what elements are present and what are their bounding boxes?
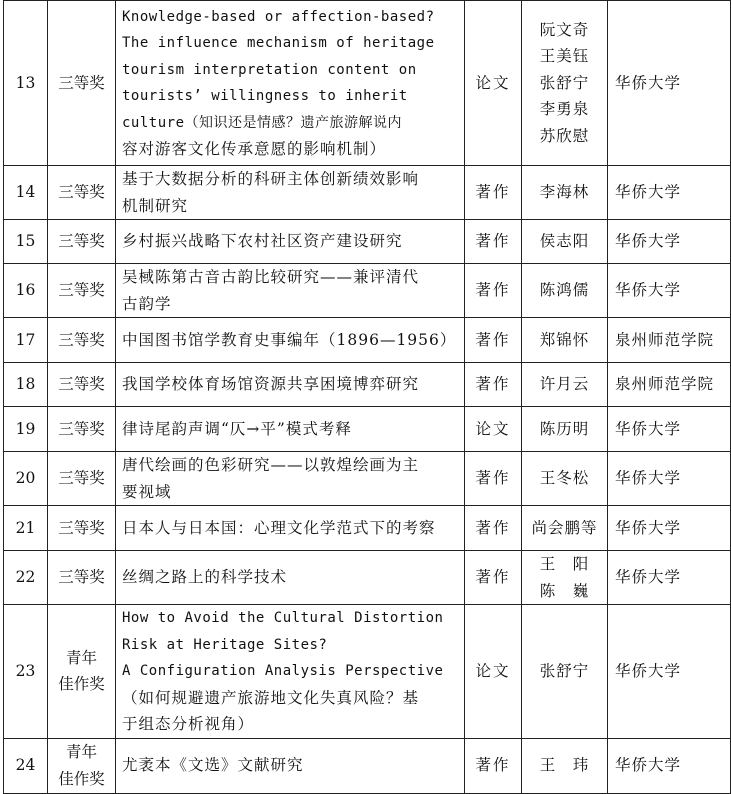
award-level-text: 三等奖 — [58, 469, 105, 488]
award-level — [48, 605, 116, 739]
row-number-text: 18 — [15, 375, 36, 394]
organization-text: 华侨大学 — [615, 183, 682, 202]
row-number — [4, 363, 48, 407]
authors — [522, 551, 608, 605]
award-level — [48, 220, 116, 264]
organization-text: 华侨大学 — [615, 662, 682, 680]
award-level-text: 三等奖 — [58, 281, 105, 300]
organization-text: 泉州师范学院 — [615, 330, 715, 349]
cell-line: Risk at Heritage Sites? — [122, 636, 328, 653]
cell-line: How to Avoid the Cultural Distortion — [122, 610, 444, 626]
authors — [522, 452, 608, 506]
work-type-text: 著作 — [475, 518, 511, 537]
organization — [608, 220, 731, 264]
organization — [608, 166, 731, 220]
organization-text: 华侨大学 — [615, 419, 682, 438]
cell-line: tourism interpretation content on — [122, 61, 417, 78]
row-number-text: 15 — [15, 232, 36, 251]
cell-line: 吴棫陈第古音古韵比较研究——兼评清代 — [122, 268, 420, 286]
cell-line: 陈历明 — [539, 419, 590, 438]
organization — [608, 407, 731, 452]
award-level-text: 三等奖 — [58, 183, 105, 202]
work-type-text: 著作 — [475, 232, 511, 251]
awards-table-body — [4, 1, 731, 794]
table-row — [4, 407, 731, 452]
organization — [608, 264, 731, 318]
row-number-text: 13 — [15, 73, 36, 92]
work-type — [465, 551, 522, 605]
award-level — [48, 551, 116, 605]
award-level-text: 三等奖 — [58, 375, 105, 394]
cell-line: 阮文奇 — [539, 20, 590, 39]
cell-line: 丝绸之路上的科学技术 — [122, 568, 288, 587]
organization-text: 华侨大学 — [615, 281, 682, 300]
work-title — [116, 738, 465, 793]
awards-table — [3, 0, 731, 794]
cell-line: 乡村振兴战略下农村社区资产建设研究 — [122, 232, 403, 251]
organization — [608, 506, 731, 551]
cell-line: 尚会鹏等 — [531, 518, 598, 537]
work-type — [465, 166, 522, 220]
organization — [608, 1, 731, 166]
award-level — [48, 452, 116, 506]
cell-line: 唐代绘画的色彩研究——以敦煌绘画为主 — [122, 456, 420, 474]
cell-line: 张舒宁 — [539, 662, 590, 680]
work-title — [116, 506, 465, 551]
work-type — [465, 264, 522, 318]
row-number — [4, 220, 48, 264]
row-number-text: 14 — [15, 183, 36, 202]
work-title — [116, 605, 465, 739]
table-row — [4, 506, 731, 551]
award-level — [48, 166, 116, 220]
authors — [522, 220, 608, 264]
cell-line: culture（知识还是情感？遗产旅游解说内 — [122, 114, 403, 131]
cell-line: 王美钰 — [539, 47, 590, 66]
cell-line: 陈鸿儒 — [539, 281, 590, 300]
work-title — [116, 452, 465, 506]
cell-line: 要视域 — [122, 482, 172, 501]
work-type-text: 论文 — [475, 419, 511, 438]
work-type — [465, 318, 522, 363]
cell-line: 于组态分析视角） — [122, 715, 255, 733]
table-row — [4, 551, 731, 605]
cell-line: 青年 — [65, 648, 97, 667]
cell-line: A Configuration Analysis Perspective — [122, 663, 444, 679]
work-type — [465, 220, 522, 264]
cell-line: 我国学校体育场馆资源共享困境博弈研究 — [122, 375, 420, 394]
row-number — [4, 264, 48, 318]
award-level — [48, 318, 116, 363]
table-row — [4, 605, 731, 739]
award-level-text: 三等奖 — [58, 330, 105, 349]
organization-text: 华侨大学 — [615, 756, 682, 775]
row-number-text: 20 — [15, 469, 36, 488]
row-number-text: 22 — [15, 568, 36, 587]
award-level-text: 三等奖 — [58, 518, 105, 537]
work-type-text: 著作 — [475, 375, 511, 394]
cell-line: Knowledge-based or affection-based? — [122, 8, 435, 25]
authors — [522, 506, 608, 551]
row-number-text: 17 — [15, 330, 36, 349]
authors — [522, 605, 608, 739]
table-row — [4, 1, 731, 166]
row-number — [4, 551, 48, 605]
work-type — [465, 363, 522, 407]
table-row — [4, 220, 731, 264]
cell-line: 王冬松 — [539, 469, 590, 488]
row-number — [4, 738, 48, 793]
organization-text: 华侨大学 — [615, 518, 682, 537]
cell-line: 张舒宁 — [539, 73, 590, 92]
work-type — [465, 452, 522, 506]
organization-text: 华侨大学 — [615, 469, 682, 488]
row-number — [4, 452, 48, 506]
award-level-text: 三等奖 — [58, 419, 105, 438]
work-title — [116, 1, 465, 166]
authors — [522, 363, 608, 407]
table-row — [4, 452, 731, 506]
row-number-text: 19 — [15, 419, 36, 438]
award-level — [48, 738, 116, 793]
award-level-text: 三等奖 — [58, 73, 105, 92]
cell-line: （如何规避遗产旅游地文化失真风险？基 — [122, 688, 420, 707]
authors — [522, 407, 608, 452]
work-type — [465, 738, 522, 793]
authors — [522, 264, 608, 318]
authors — [522, 1, 608, 166]
organization — [608, 452, 731, 506]
work-type — [465, 1, 522, 166]
cell-line: tourists’ willingness to inherit — [122, 88, 408, 104]
work-type — [465, 605, 522, 739]
work-title — [116, 363, 465, 407]
cell-line: 王 阳 — [539, 555, 590, 573]
organization — [608, 551, 731, 605]
work-title — [116, 551, 465, 605]
cell-line: 基于大数据分析的科研主体创新绩效影响 — [122, 170, 420, 188]
row-number — [4, 506, 48, 551]
cell-line: 陈 巍 — [539, 581, 590, 600]
organization-text: 华侨大学 — [615, 73, 682, 92]
row-number — [4, 166, 48, 220]
row-number-text: 21 — [15, 518, 36, 537]
authors — [522, 166, 608, 220]
work-type-text: 著作 — [475, 281, 511, 300]
award-level — [48, 1, 116, 166]
work-type-text: 著作 — [475, 756, 511, 775]
cell-line: 侯志阳 — [539, 232, 590, 251]
work-title — [116, 220, 465, 264]
cell-line: The influence mechanism of heritage — [122, 35, 435, 51]
organization — [608, 318, 731, 363]
cell-line: 古韵学 — [122, 294, 172, 313]
work-type — [465, 407, 522, 452]
cell-line: 郑锦怀 — [539, 330, 590, 349]
organization — [608, 738, 731, 793]
cell-line: 中国图书馆学教育史事编年（1896—1956） — [122, 330, 457, 349]
row-number-text: 23 — [15, 662, 36, 680]
row-number — [4, 1, 48, 166]
award-level — [48, 506, 116, 551]
row-number-text: 16 — [15, 281, 36, 300]
organization-text: 华侨大学 — [615, 568, 682, 587]
work-type-text: 论文 — [475, 73, 511, 92]
authors — [522, 318, 608, 363]
organization — [608, 363, 731, 407]
row-number — [4, 318, 48, 363]
work-type-text: 著作 — [475, 330, 511, 349]
table-row — [4, 738, 731, 793]
cell-line: 律诗尾韵声调“仄→平”模式考释 — [122, 419, 352, 438]
work-title — [116, 264, 465, 318]
cell-line: 佳作奖 — [58, 769, 105, 788]
award-level-text: 三等奖 — [58, 232, 105, 251]
cell-line: 佳作奖 — [58, 675, 105, 694]
row-number — [4, 407, 48, 452]
award-level — [48, 407, 116, 452]
cell-line: 苏欣慰 — [539, 126, 590, 145]
work-title — [116, 407, 465, 452]
row-number — [4, 605, 48, 739]
cell-line: 容对游客文化传承意愿的影响机制） — [122, 140, 387, 158]
table-row — [4, 264, 731, 318]
table-row — [4, 318, 731, 363]
cell-line: 王 玮 — [539, 756, 590, 775]
work-type-text: 论文 — [475, 662, 511, 680]
work-type-text: 著作 — [475, 469, 511, 488]
cell-line: 许月云 — [539, 375, 590, 394]
work-type — [465, 506, 522, 551]
cell-line: 尤袤本《文选》文献研究 — [122, 756, 304, 775]
work-type-text: 著作 — [475, 568, 511, 587]
organization-text: 泉州师范学院 — [615, 375, 715, 394]
cell-line: 青年 — [65, 743, 97, 761]
award-level — [48, 264, 116, 318]
authors — [522, 738, 608, 793]
award-level-text: 三等奖 — [58, 568, 105, 587]
work-title — [116, 318, 465, 363]
cell-line: 李海林 — [539, 183, 590, 202]
work-type-text: 著作 — [475, 183, 511, 202]
table-row — [4, 363, 731, 407]
table-row — [4, 166, 731, 220]
award-level — [48, 363, 116, 407]
row-number-text: 24 — [15, 756, 36, 775]
cell-line: 日本人与日本国：心理文化学范式下的考察 — [122, 518, 436, 537]
cell-line: 李勇泉 — [539, 100, 590, 119]
work-title — [116, 166, 465, 220]
organization-text: 华侨大学 — [615, 232, 682, 251]
organization — [608, 605, 731, 739]
cell-line: 机制研究 — [122, 196, 189, 215]
